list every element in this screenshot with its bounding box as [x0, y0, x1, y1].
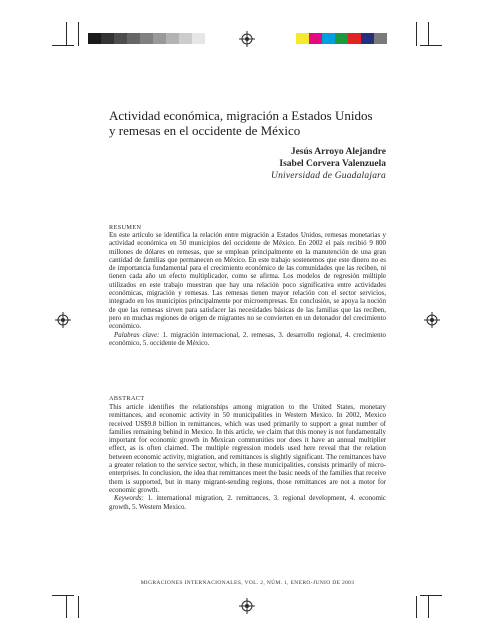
crop-mark: [52, 595, 74, 596]
journal-footer: MIGRACIONES INTERNACIONALES, VOL. 2, NÚM. 1, ENERO-JUNIO DE 2003: [140, 580, 355, 586]
keywords-label: Palabras clave:: [114, 330, 160, 339]
crop-mark: [420, 45, 442, 46]
title-line: y remesas en el occidente de México: [109, 123, 301, 138]
crop-mark: [66, 22, 67, 46]
color-swatch: [348, 33, 361, 44]
color-swatch: [361, 33, 374, 44]
color-swatch: [335, 33, 348, 44]
color-swatch: [374, 33, 387, 44]
crop-mark: [66, 596, 67, 618]
color-swatch: [296, 33, 309, 44]
color-swatch: [88, 33, 101, 44]
keywords-text: 1. migración internacional, 2. remesas, 3. desarrollo regional, 4. crecimiento económico, 5. occidente de México.: [109, 330, 386, 347]
color-swatch: [309, 33, 322, 44]
crop-mark: [420, 595, 442, 596]
article-title: [109, 108, 409, 138]
crop-mark: [428, 596, 429, 618]
color-swatch: [192, 33, 205, 44]
crop-mark: [52, 45, 74, 46]
grayscale-color-bar: [88, 33, 205, 44]
resumen-body: En este artículo se identifica la relación entre migración a Estados Unidos, remesas monetarias y actividad económica en 50 municipios del occidente de México. En 2002 el país recibió 9 800 millones de dólares en remesas, que se emplean principalmente en la manutención de una gran cantidad de familias que permanecen en México. En este trabajo sostenemos que este dinero no es de importancia fundamental para el crecimiento económico de las comunidades que las reciben, ni tienen cada año un efecto multiplicador, como se afirma. Los modelos de regresión múltiple utilizados en este trabajo muestran que hay una relación poco significativa entre actividades económicas, migración y remesas. Las remesas tienen mayor relación con el sector servicios, integrado en los municipios principalmente por microempresas. En conclusión, se apoya la noción de que las remesas sirven para satisfacer las necesidades básicas de las familias que las reciben, pero en muchas regiones de origen de migrantes no se convierten en un detonador del crecimiento económico.: [109, 231, 386, 331]
keywords-label: Keywords:: [114, 494, 144, 503]
resumen-keywords: [109, 331, 386, 348]
color-swatch: [114, 33, 127, 44]
keywords-text: 1. international migration, 2. remittances, 3. regional development, 4. economic growth, 5. Western Mexico.: [109, 494, 386, 511]
abstract-heading: ABSTRACT: [109, 395, 145, 402]
author-name: Isabel Corvera Valenzuela: [279, 159, 386, 169]
registration-mark-icon: [239, 31, 255, 47]
crop-mark: [416, 22, 417, 46]
resumen-section: [109, 231, 386, 347]
color-swatch: [322, 33, 335, 44]
author-affiliation: Universidad de Guadalajara: [271, 171, 386, 181]
color-swatch: [153, 33, 166, 44]
registration-mark-icon: [239, 598, 255, 614]
crop-mark: [416, 596, 417, 618]
resumen-heading: RESUMEN: [109, 224, 142, 231]
process-color-bar: [296, 33, 387, 44]
color-swatch: [101, 33, 114, 44]
abstract-keywords: [109, 494, 386, 511]
author-block: [271, 146, 386, 182]
crop-mark: [78, 22, 79, 46]
abstract-body: This article identifies the relationships among migration to the United States, monetary remittances, and economic activity in 50 municipalities in Western Mexico. In 2002, Mexico received US$9.8 billion in remittances, which was used primarily to support a great number of families remaining behind in Mexico. In this article, we claim that this money is not fundamentally important for economic growth in Mexican communities nor does it have an annual multiplier effect, as is often claimed. The multiple regression models used here reveal that the relation between economic activity, migration, and remittances is slightly significant. The remittances have a greater relation to the service sector, which, in these municipalities, consists primarily of micro-enterprises. In conclusion, the idea that remittances meet the basic needs of the families that receive them is supported, but in many migrant-sending regions, those remittances are not a motor for economic growth.: [109, 403, 386, 494]
title-line: Actividad económica, migración a Estados Unidos: [109, 108, 373, 123]
author-name: Jesús Arroyo Alejandre: [290, 147, 386, 157]
color-swatch: [127, 33, 140, 44]
color-swatch: [140, 33, 153, 44]
crop-mark: [428, 22, 429, 46]
color-swatch: [166, 33, 179, 44]
crop-mark: [78, 596, 79, 618]
registration-mark-icon: [55, 312, 71, 328]
registration-mark-icon: [424, 312, 440, 328]
color-swatch: [179, 33, 192, 44]
abstract-section: [109, 403, 386, 511]
